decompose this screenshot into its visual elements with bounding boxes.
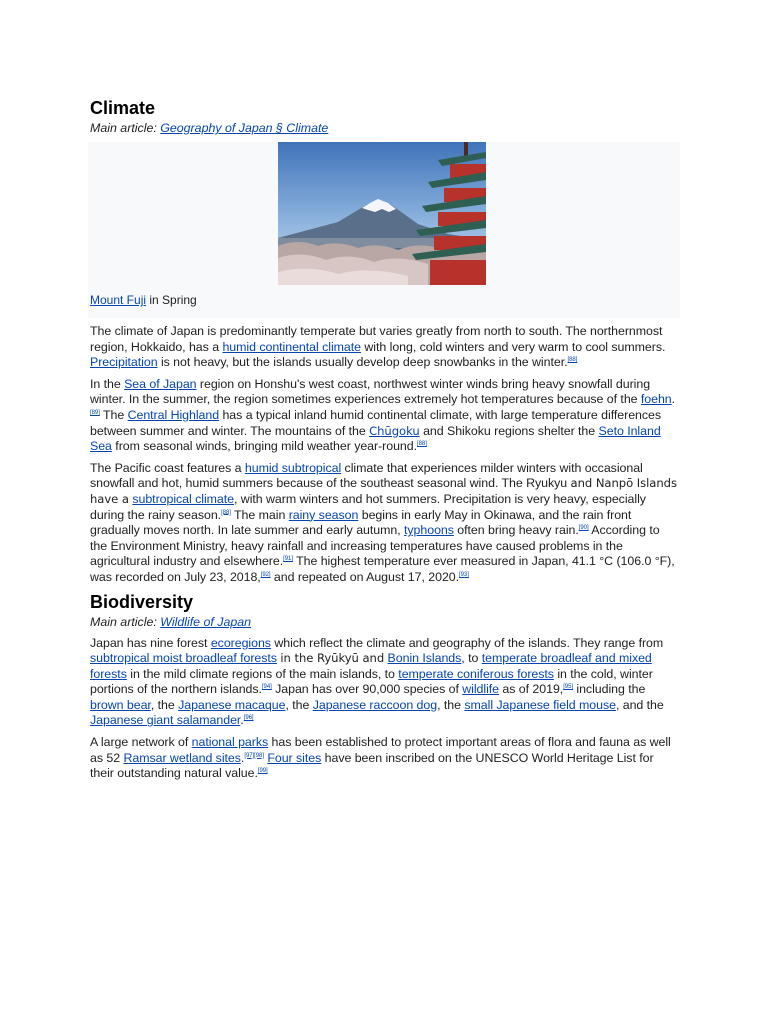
- climate-hatnote: Main article: Geography of Japan § Climate: [90, 121, 329, 135]
- four-sites-link[interactable]: Four sites: [267, 750, 322, 765]
- citation-93[interactable]: [93]: [459, 571, 469, 578]
- temperate-coniferous-forests-link[interactable]: temperate coniferous forests: [398, 666, 554, 681]
- climate-heading: Climate: [90, 98, 156, 118]
- citation-96[interactable]: [96]: [243, 715, 254, 722]
- citation-95[interactable]: [95]: [563, 684, 573, 691]
- biodiversity-paragraph-2: A large network of national parks has been established to protect important areas of flora and fauna as well as 52 Ramsar wetland sites.[97][98] Four sites have been inscribed on the UNESCO World Heritage List for their outstanding natural value.[99]: [90, 735, 671, 781]
- brown-bear-link[interactable]: brown bear: [90, 697, 151, 712]
- subtropical-climate-link[interactable]: subtropical climate: [132, 491, 235, 506]
- typhoons-link[interactable]: typhoons: [404, 523, 454, 538]
- citation-98[interactable]: [98]: [254, 752, 264, 759]
- small-japanese-field-mouse-link[interactable]: small Japanese field mouse: [464, 697, 616, 712]
- precipitation-link[interactable]: Precipitation: [90, 355, 158, 370]
- chugoku-link[interactable]: Chūgoku: [369, 423, 420, 438]
- citation-91[interactable]: [91]: [283, 556, 293, 563]
- citation-94[interactable]: [94]: [261, 684, 272, 691]
- mount-fuji-figure: [88, 142, 680, 318]
- bonin-islands-link[interactable]: Bonin Islands: [387, 651, 462, 666]
- citation-89[interactable]: [89]: [90, 409, 100, 416]
- mount-fuji-photo: [278, 142, 486, 285]
- wildlife-link[interactable]: wildlife: [462, 682, 500, 697]
- citation-92[interactable]: [92]: [260, 571, 271, 578]
- subtropical-moist-broadleaf-forests-link[interactable]: subtropical moist broadleaf forests: [90, 651, 277, 666]
- article-body: [90, 96, 680, 782]
- citation-99[interactable]: [99]: [257, 768, 268, 775]
- geography-climate-link[interactable]: Geography of Japan § Climate: [160, 121, 329, 135]
- citation-97[interactable]: [97]: [244, 752, 255, 759]
- japanese-macaque-link[interactable]: Japanese macaque: [178, 697, 286, 712]
- humid-continental-climate-link[interactable]: humid continental climate: [222, 339, 361, 354]
- citation-88-c[interactable]: [88]: [221, 509, 231, 516]
- humid-subtropical-link[interactable]: humid subtropical: [244, 460, 342, 475]
- temperate-broadleaf-mixed-forests-link[interactable]: temperate broadleaf and mixed forests: [90, 651, 652, 681]
- national-parks-link[interactable]: national parks: [191, 735, 269, 750]
- climate-paragraph-1: The climate of Japan is predominantly temperate but varies greatly from north to south. The northernmost region, Hokkaido, has a humid continental climate with long, cold winters and very warm to cool summers. Precipitation is not heavy, but the islands usually develop deep snowbanks in the winter.[88]: [90, 324, 666, 370]
- foehn-link[interactable]: foehn: [640, 392, 672, 407]
- biodiversity-hatnote: Main article: Wildlife of Japan: [90, 614, 252, 629]
- climate-paragraph-3: The Pacific coast features a humid subtropical climate that experiences milder winters with occasional snowfall and hot, humid summers because of the southeast seasonal wind. The Ryukyu and Nanpō Islands have a subtropical climate, with warm winters and hot summers. Precipitation is very heavy, especially during the rainy season.[88] The main rainy season begins in early May in Okinawa, and the rain front gradually moves north. In late summer and early autumn, typhoons often bring heavy rain.[90] According to the Environment Ministry, heavy rainfall and increasing temperatures have caused problems in the agricultural industry and elsewhere.[91] The highest temperature ever measured in Japan, 41.1 °C (106.0 °F), was recorded on July 23, 2018,[92] and repeated on August 17, 2020.[93]: [90, 460, 677, 584]
- citation-90[interactable]: [90]: [578, 525, 589, 531]
- sea-of-japan-link[interactable]: Sea of Japan: [124, 376, 197, 391]
- figure-caption: Mount Fuji in Spring: [90, 293, 197, 307]
- japanese-giant-salamander-link[interactable]: Japanese giant salamander: [90, 713, 241, 728]
- citation-88[interactable]: [88]: [567, 357, 578, 364]
- biodiversity-paragraph-1: Japan has nine forest ecoregions which reflect the climate and geography of the islands. They range from subtropical moist broadleaf forests in the Ryūkyū and Bonin Islands, to temperate broadleaf and mixed forests in the mild climate regions of the main islands, to temperate coniferous forests in the cold, winter portions of the northern islands.[94] Japan has over 90,000 species of wildlife as of 2019,[95] including the brown bear, the Japanese macaque, the Japanese raccoon dog, the small Japanese field mouse, and the Japanese giant salamander.[96]: [90, 635, 664, 728]
- ecoregions-link[interactable]: ecoregions: [210, 635, 271, 650]
- mount-fuji-link[interactable]: Mount Fuji: [90, 293, 147, 307]
- climate-paragraph-2: In the Sea of Japan region on Honshu's west coast, northwest winter winds bring heavy snowfall during winter. In the summer, the region sometimes experiences extremely hot temperatures because of the foehn.[89] The Central Highland has a typical inland humid continental climate, with large temperature differences between summer and winter. The mountains of the Chūgoku and Shikoku regions shelter the Seto Inland Sea from seasonal winds, bringing mild weather year-round.[88]: [90, 376, 676, 454]
- wildlife-of-japan-link[interactable]: Wildlife of Japan: [160, 614, 252, 629]
- rainy-season-link[interactable]: rainy season: [288, 507, 359, 522]
- seto-inland-sea-link[interactable]: Seto Inland Sea: [90, 423, 661, 454]
- biodiversity-heading: Biodiversity: [90, 591, 194, 612]
- japanese-raccoon-dog-link[interactable]: Japanese raccoon dog: [312, 697, 438, 712]
- citation-88-b[interactable]: [88]: [417, 441, 427, 448]
- ramsar-wetland-sites-link[interactable]: Ramsar wetland sites: [123, 750, 241, 765]
- central-highland-link[interactable]: Central Highland: [127, 407, 220, 422]
